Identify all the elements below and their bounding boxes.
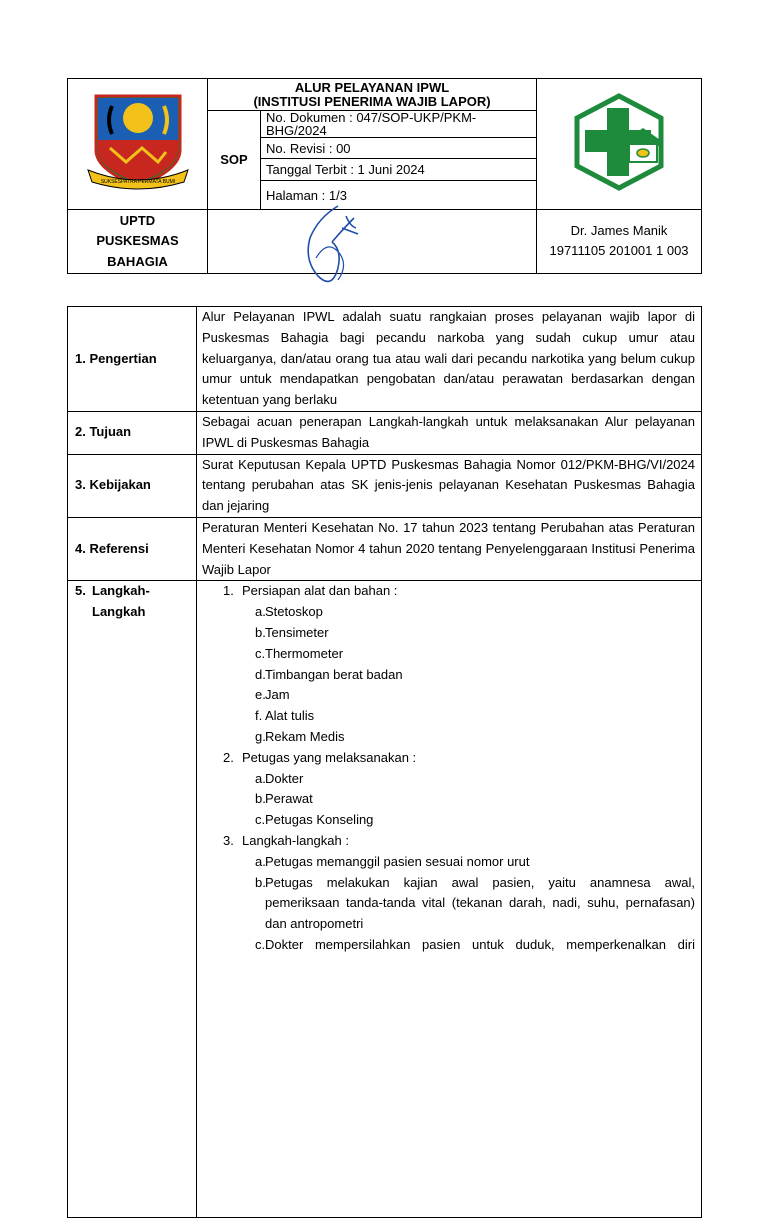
kepala-cell [537, 209, 702, 273]
step-item-marker: d. [255, 666, 266, 682]
step-item-text: Alat tulis [265, 708, 315, 724]
step-heading [197, 748, 695, 769]
step-item [197, 623, 695, 644]
step-item [197, 810, 695, 831]
step-number: 2. [223, 749, 234, 765]
step-item-text: Tensimeter [265, 624, 329, 640]
regency-crest-logo [86, 92, 190, 192]
signature-mark [298, 198, 378, 288]
step-item [197, 706, 695, 727]
text-referensi: Peraturan Menteri Kesehatan No. 17 tahun 2023 tentang Perubahan atas Peraturan Menteri Kesehatan Nomor 4 tahun 2020 tentang Penyelenggaraan Institusi Penerima Wajib Lapor [197, 517, 702, 580]
unit-line-3: BAHAGIA [107, 253, 168, 269]
title-line-1: ALUR PELAYANAN IPWL [294, 79, 450, 95]
halaman: Halaman : 1/3 [261, 181, 537, 209]
step-item-marker: g. [255, 728, 266, 744]
text-tujuan: Sebagai acuan penerapan Langkah-langkah untuk melaksanakan Alur pelayanan IPWL di Puskesmas Bahagia [197, 411, 702, 454]
step-item [197, 852, 695, 873]
step-item-text: Dokter [265, 770, 304, 786]
step-item-marker: a. [255, 853, 266, 869]
title-line-2: (INSTITUSI PENERIMA WAJIB LAPOR) [253, 93, 491, 109]
step-item [197, 665, 695, 686]
step-item-marker: c. [255, 936, 266, 952]
unit-line-1: UPTD [119, 212, 156, 228]
step-item-text: Stetoskop [265, 604, 323, 620]
sop-header-table [67, 78, 702, 274]
label-referensi: 4. Referensi [68, 517, 197, 580]
step-item [197, 602, 695, 623]
step-item-marker: c. [255, 812, 266, 828]
label-kebijakan: 3. Kebijakan [68, 454, 197, 517]
no-revisi: No. Revisi : 00 [261, 138, 537, 159]
unit-line-2: PUSKESMAS [96, 233, 179, 249]
tanggal-terbit: Tanggal Terbit : 1 Juni 2024 [261, 159, 537, 181]
step-item-text: Timbangan berat badan [265, 666, 403, 682]
step-item [197, 644, 695, 665]
step-item [197, 727, 695, 748]
step-number: 3. [223, 832, 234, 848]
langkah-label-line-1: Langkah- [92, 583, 150, 599]
steps-list [197, 581, 695, 955]
puskesmas-logo [569, 92, 669, 192]
step-item-marker: b. [255, 791, 266, 807]
step-item-text: Petugas Konseling [265, 812, 374, 828]
step-item-text: Dokter mempersilahkan pasien untuk duduk, memperkenalkan diri [265, 936, 695, 952]
langkah-steps [197, 581, 702, 1218]
step-item-text: Jam [265, 687, 290, 703]
step-item-marker: b. [255, 624, 266, 640]
text-kebijakan: Surat Keputusan Kepala UPTD Puskesmas Bahagia Nomor 012/PKM-BHG/VI/2024 tentang perubahan atas SK jenis-jenis pelayanan Kesehatan Puskesmas Bahagia dan jejaring [197, 454, 702, 517]
no-dokumen: No. Dokumen : 047/SOP-UKP/PKM-BHG/2024 [261, 111, 537, 138]
label-tujuan: 2. Tujuan [68, 411, 197, 454]
step-item-marker: a. [255, 604, 266, 620]
step-item-text: Petugas melakukan kajian awal pasien, yaitu anamnesa awal, pemeriksaan tanda-tanda vital (tekanan darah, nadi, suhu, pernafasan) dan antropometri [265, 874, 695, 932]
step-item [197, 873, 695, 935]
langkah-num: 5. [75, 583, 86, 599]
step-title: Petugas yang melaksanakan : [242, 749, 417, 765]
step-title: Persiapan alat dan bahan : [242, 583, 398, 599]
step-item [197, 769, 695, 790]
crest-motto: SUKSESPATRA PERMATA BUMI [100, 179, 175, 186]
unit-name [68, 209, 208, 273]
step-item [197, 935, 695, 956]
step-item-text: Rekam Medis [265, 728, 345, 744]
step-item-marker: f. [255, 708, 263, 724]
kepala-nip: 19711105 201001 1 003 [549, 243, 689, 259]
step-heading [197, 831, 695, 852]
step-number: 1. [223, 583, 234, 599]
text-pengertian: Alur Pelayanan IPWL adalah suatu rangkaian proses pelayanan wajib lapor di Puskesmas Bahagia bagi pecandu narkoba yang sudah cukup umur atau keluarganya, dan/atau orang tua atau wali dari pecandu narkotika yang belum cukup umur untuk mendapatkan pengobatan dan/atau perawatan berdasarkan dengan ketentuan yang berlaku [197, 307, 702, 412]
step-heading [197, 581, 695, 602]
langkah-label-line-2: Langkah [92, 604, 146, 620]
step-item-marker: e. [255, 687, 266, 703]
sop-label: SOP [208, 111, 261, 209]
step-item-marker: a. [255, 770, 266, 786]
sop-body-table [67, 306, 702, 1218]
step-item-text: Perawat [265, 791, 313, 807]
step-item [197, 685, 695, 706]
label-langkah [68, 581, 197, 1218]
step-item-text: Petugas memanggil pasien sesuai nomor urut [265, 853, 530, 869]
label-pengertian: 1. Pengertian [68, 307, 197, 412]
step-title: Langkah-langkah : [242, 832, 349, 848]
step-item [197, 789, 695, 810]
signature-cell [208, 209, 537, 273]
puskesmas-logo-cell [537, 79, 702, 210]
kepala-nama: Dr. James Manik [570, 223, 668, 239]
step-item-marker: b. [255, 874, 266, 890]
regency-crest-cell [68, 79, 208, 210]
step-item-text: Thermometer [265, 645, 344, 661]
step-item-marker: c. [255, 645, 266, 661]
document-title [208, 79, 537, 111]
